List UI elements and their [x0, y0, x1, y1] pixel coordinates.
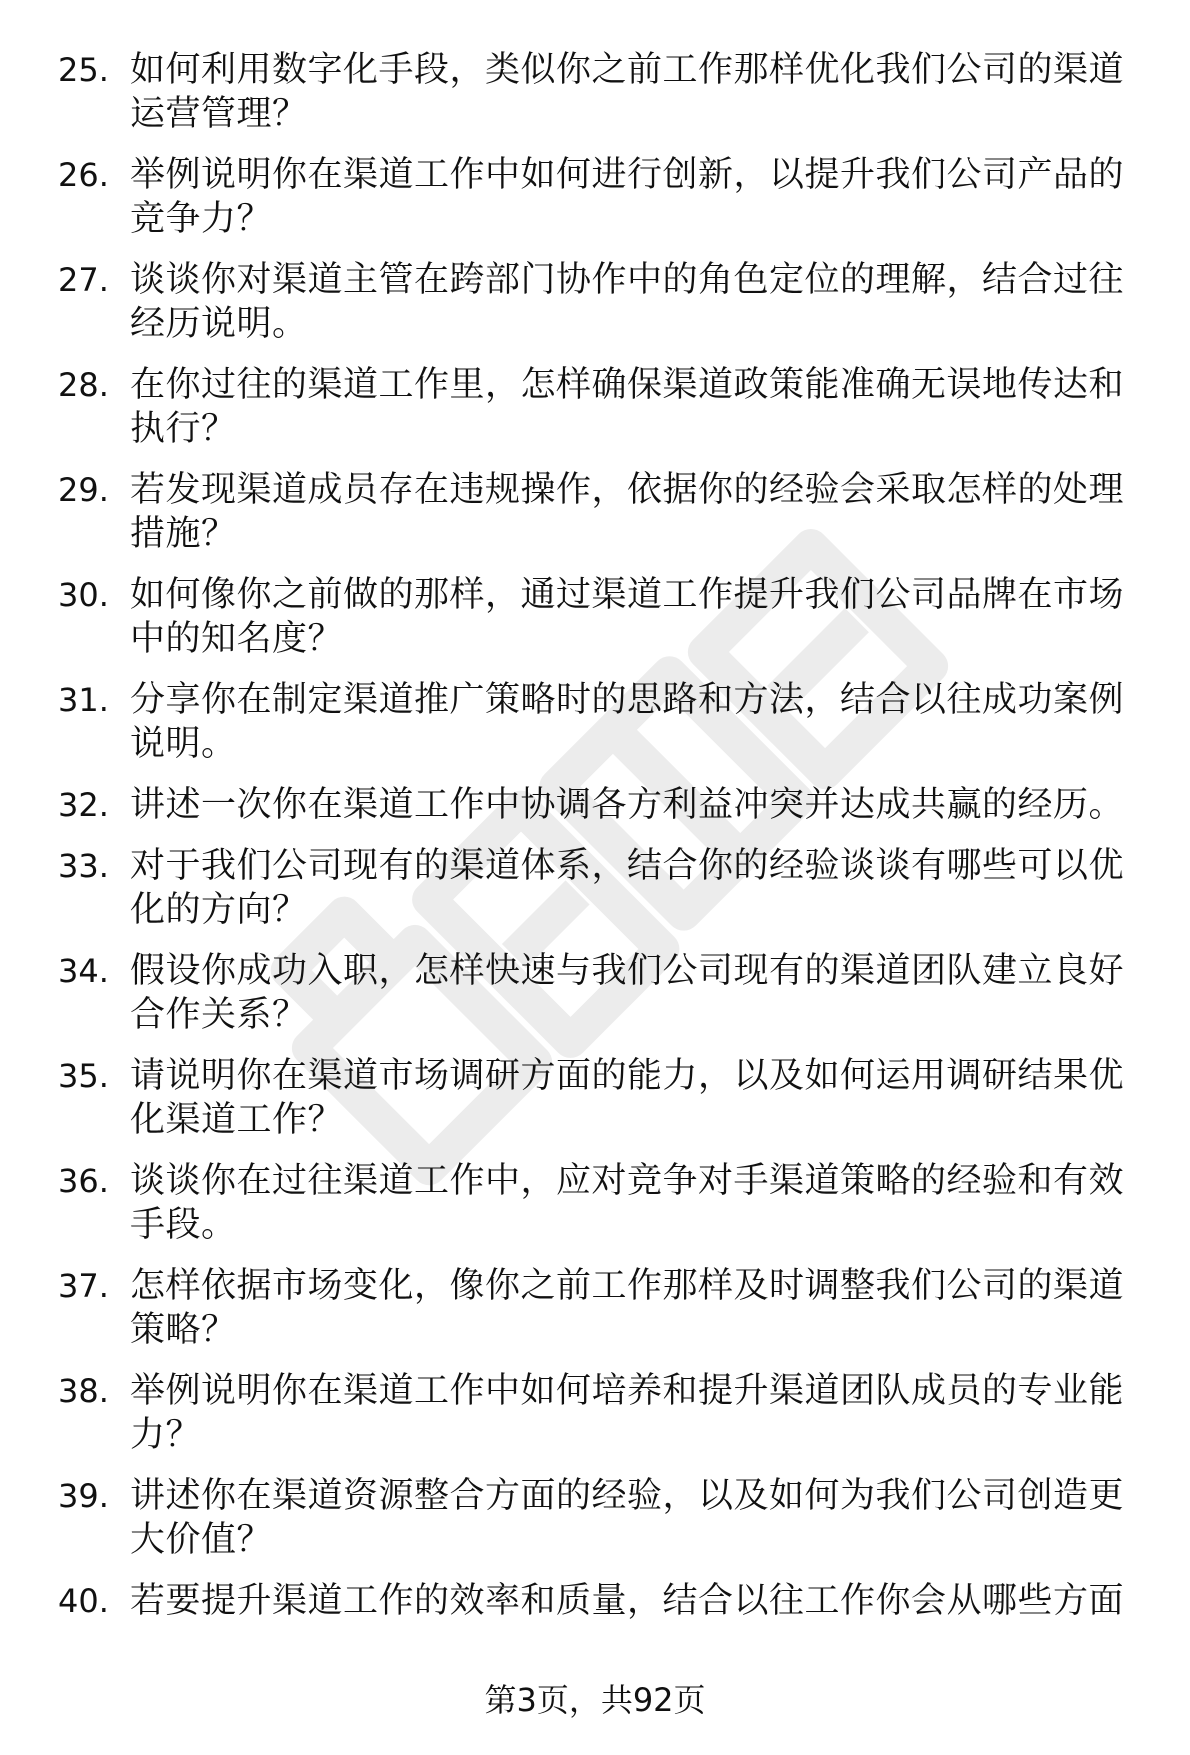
question-text: 谈谈你对渠道主管在跨部门协作中的角色定位的理解，结合过往经历说明。: [130, 260, 1125, 344]
question-number: 39.: [58, 1477, 109, 1515]
question-text: 讲述你在渠道资源整合方面的经验，以及如何为我们公司创造更大价值？: [130, 1476, 1125, 1560]
question-text: 假设你成功入职，怎样快速与我们公司现有的渠道团队建立良好合作关系？: [130, 951, 1125, 1035]
question-number: 27.: [58, 261, 109, 299]
question-text: 怎样依据市场变化，像你之前工作那样及时调整我们公司的渠道策略？: [130, 1266, 1125, 1350]
question-item: [58, 258, 1148, 346]
question-item: [58, 1579, 1148, 1623]
question-number: 30.: [58, 576, 109, 614]
question-text: 请说明你在渠道市场调研方面的能力，以及如何运用调研结果优化渠道工作？: [130, 1056, 1125, 1140]
question-text: 举例说明你在渠道工作中如何进行创新，以提升我们公司产品的竞争力？: [130, 155, 1125, 239]
question-text: 若要提升渠道工作的效率和质量，结合以往工作你会从哪些方面: [130, 1581, 1125, 1621]
question-number: 37.: [58, 1267, 109, 1305]
question-text: 举例说明你在渠道工作中如何培养和提升渠道团队成员的专业能力？: [130, 1371, 1125, 1455]
question-item: [58, 949, 1148, 1037]
question-number: 32.: [58, 786, 109, 824]
question-text: 分享你在制定渠道推广策略时的思路和方法，结合以往成功案例说明。: [130, 680, 1125, 764]
question-item: [58, 363, 1148, 451]
question-text: 谈谈你在过往渠道工作中，应对竞争对手渠道策略的经验和有效手段。: [130, 1161, 1125, 1245]
question-number: 36.: [58, 1162, 109, 1200]
question-item: [58, 1159, 1148, 1247]
question-text: 若发现渠道成员存在违规操作，依据你的经验会采取怎样的处理措施？: [130, 470, 1125, 554]
question-text: 在你过往的渠道工作里，怎样确保渠道政策能准确无误地传达和执行？: [130, 365, 1125, 449]
question-item: [58, 1474, 1148, 1562]
question-item: [58, 153, 1148, 241]
question-number: 25.: [58, 51, 109, 89]
question-number: 26.: [58, 156, 109, 194]
question-number: 40.: [58, 1582, 109, 1620]
page-footer: [0, 1680, 1190, 1720]
question-item: [58, 844, 1148, 932]
question-number: 35.: [58, 1057, 109, 1095]
question-number: 29.: [58, 471, 109, 509]
question-text: 讲述一次你在渠道工作中协调各方利益冲突并达成共赢的经历。: [130, 785, 1125, 825]
page-number-label: 第3页，共92页: [484, 1681, 706, 1719]
question-number: 31.: [58, 681, 109, 719]
question-item: [58, 573, 1148, 661]
question-item: [58, 468, 1148, 556]
question-item: [58, 1264, 1148, 1352]
question-number: 34.: [58, 952, 109, 990]
question-item: [58, 48, 1148, 136]
question-item: [58, 1054, 1148, 1142]
question-item: [58, 783, 1148, 827]
question-text: 如何利用数字化手段，类似你之前工作那样优化我们公司的渠道运营管理？: [130, 50, 1125, 134]
question-number: 33.: [58, 847, 109, 885]
question-text: 如何像你之前做的那样，通过渠道工作提升我们公司品牌在市场中的知名度？: [130, 575, 1125, 659]
question-item: [58, 1369, 1148, 1457]
question-item: [58, 678, 1148, 766]
question-number: 28.: [58, 366, 109, 404]
question-list: [58, 48, 1148, 1640]
question-number: 38.: [58, 1372, 109, 1410]
question-text: 对于我们公司现有的渠道体系，结合你的经验谈谈有哪些可以优化的方向？: [130, 846, 1125, 930]
